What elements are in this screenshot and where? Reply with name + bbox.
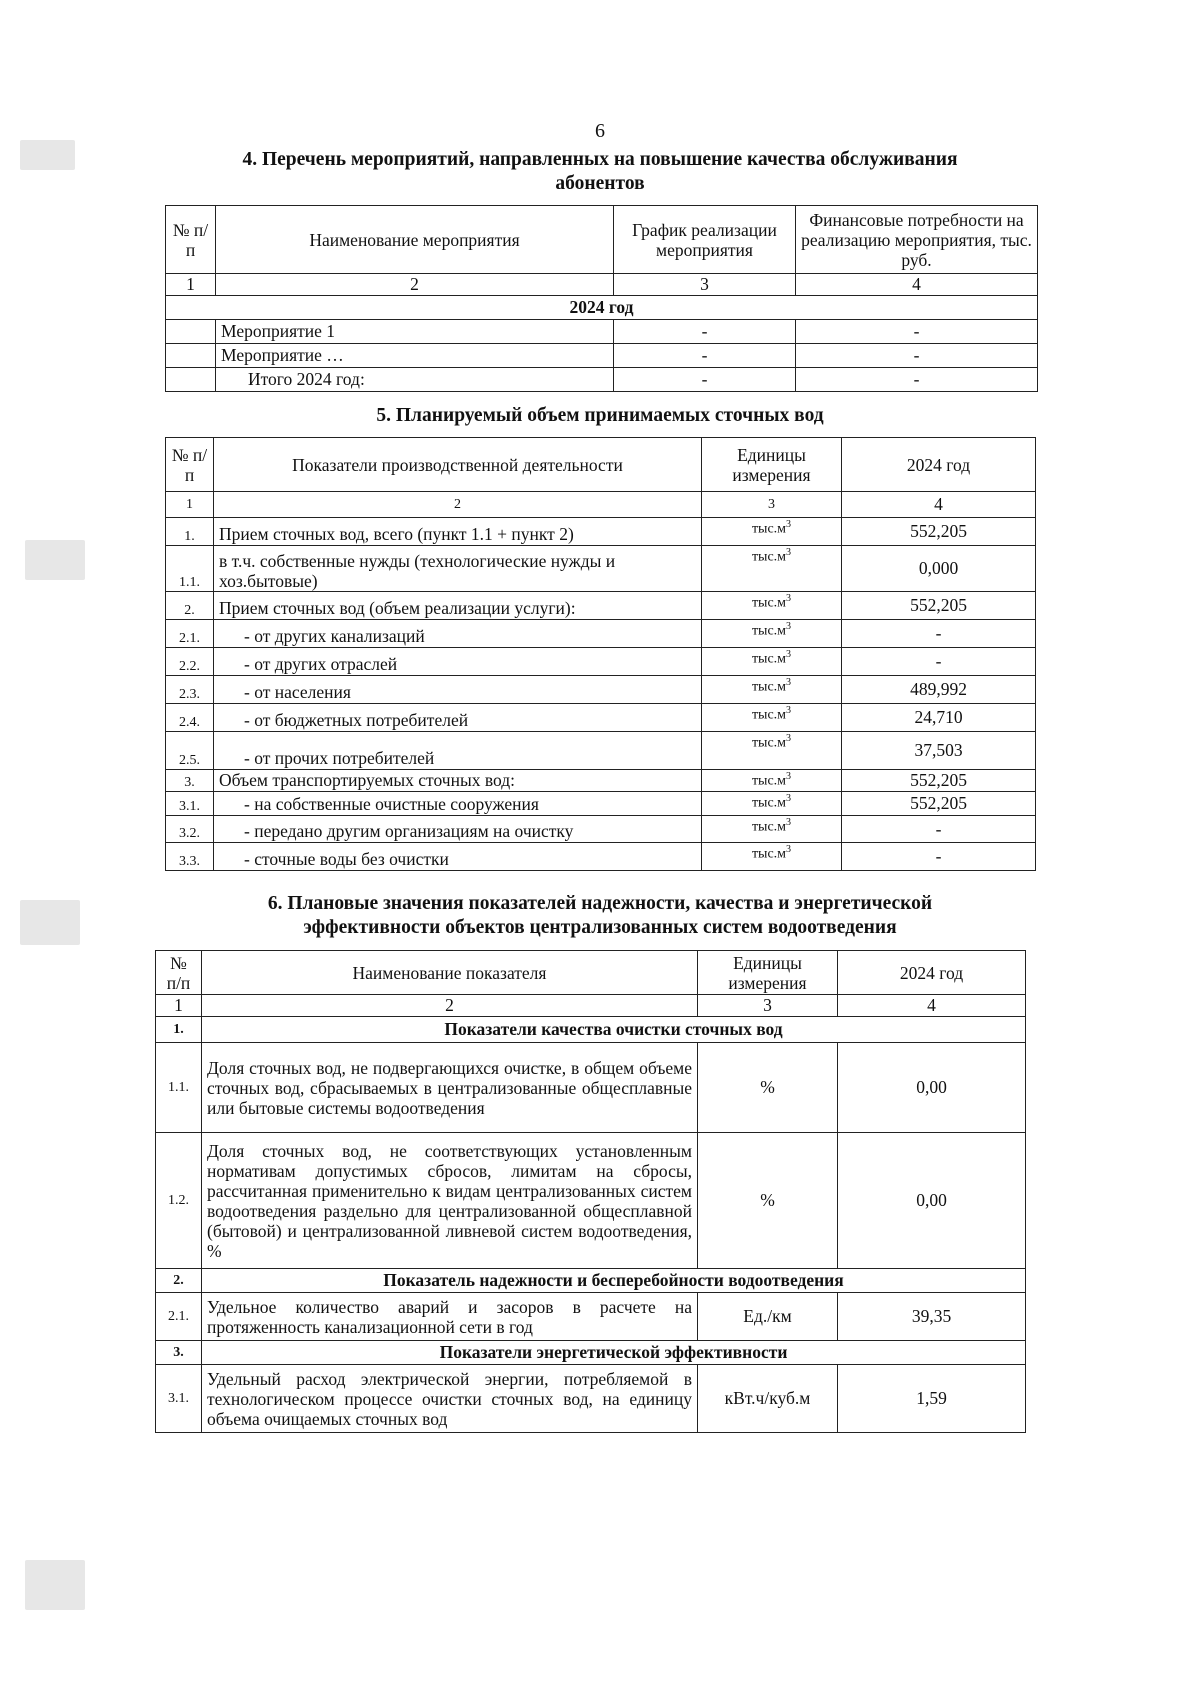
row-unit: $тыс.м^3$ (702, 792, 842, 816)
row-name: - сточные воды без очистки (214, 843, 702, 871)
row-value: 24,710 (842, 704, 1036, 732)
table-row (156, 1043, 1026, 1133)
table-row (166, 620, 1036, 648)
scan-artifact (25, 540, 85, 580)
section4-table (165, 205, 1038, 392)
row-value: 552,205 (842, 770, 1036, 792)
row-name: Доля сточных вод, не подвергающихся очистке, в общем объеме сточных вод, сбрасываемых в централизованные общесплавные или бытовые системы водоотведения (202, 1043, 698, 1133)
col-number: 3 (702, 492, 842, 518)
col-number: 3 (614, 274, 796, 296)
header-num: № п/п (166, 206, 216, 274)
row-name: Доля сточных вод, не соответствующих установленным нормативам допустимых сбросов, лимитам на сбросы, рассчитанная применительно к видам централизованных систем водоотведения раздельно для централизованной общесплавной (бытовой) и централизованной ливневой систем водоотведения, % (202, 1133, 698, 1269)
group-title: Показатель надежности и бесперебойности водоотведения (202, 1269, 1026, 1293)
table-row (166, 704, 1036, 732)
row-unit: % (698, 1043, 838, 1133)
row-name: - от бюджетных потребителей (214, 704, 702, 732)
row-value: 1,59 (838, 1365, 1026, 1433)
table-row (166, 732, 1036, 770)
col-number: 1 (166, 492, 214, 518)
row-num (166, 344, 216, 368)
row-name: Объем транспортируемых сточных вод: (214, 770, 702, 792)
row-finance: - (796, 368, 1038, 392)
row-name: - передано другим организациям на очистку (214, 816, 702, 843)
col-number: 3 (698, 995, 838, 1017)
row-schedule: - (614, 344, 796, 368)
row-unit: $тыс.м^3$ (702, 620, 842, 648)
group-num: 3. (156, 1341, 202, 1365)
row-unit: $тыс.м^3$ (702, 732, 842, 770)
col-number: 2 (216, 274, 614, 296)
row-unit: % (698, 1133, 838, 1269)
row-unit: $тыс.м^3$ (702, 816, 842, 843)
col-number: 4 (796, 274, 1038, 296)
row-schedule: - (614, 320, 796, 344)
row-num: 3.1. (166, 792, 214, 816)
row-num: 2.3. (166, 676, 214, 704)
row-num: 1.1. (166, 546, 214, 592)
row-num: 2.1. (156, 1293, 202, 1341)
section6-title-line2: эффективности объектов централизованных систем водоотведения (303, 917, 897, 938)
table-row (166, 344, 1038, 368)
row-unit: $тыс.м^3$ (702, 648, 842, 676)
section4-title-line1: 4. Перечень мероприятий, направленных на повышение качества обслуживания (242, 149, 958, 170)
header-num: № п/п (156, 951, 202, 995)
row-unit: $тыс.м^3$ (702, 676, 842, 704)
table-row (166, 816, 1036, 843)
row-value: 39,35 (838, 1293, 1026, 1341)
table-row (156, 1293, 1026, 1341)
section6-title (0, 892, 1200, 940)
header-unit: Единицы измерения (698, 951, 838, 995)
table-row (166, 770, 1036, 792)
row-value: 0,000 (842, 546, 1036, 592)
row-value: 552,205 (842, 518, 1036, 546)
row-value: - (842, 843, 1036, 871)
col-number: 4 (842, 492, 1036, 518)
row-num: 3.1. (156, 1365, 202, 1433)
row-num: 1.2. (156, 1133, 202, 1269)
row-unit: $тыс.м^3$ (702, 843, 842, 871)
row-unit: $тыс.м^3$ (702, 770, 842, 792)
row-value: - (842, 648, 1036, 676)
year-label: 2024 год (166, 296, 1038, 320)
row-finance: - (796, 344, 1038, 368)
section5-title: 5. Планируемый объем принимаемых сточных вод (376, 405, 824, 426)
group-num: 2. (156, 1269, 202, 1293)
row-num (166, 368, 216, 392)
row-name: Прием сточных вод, всего (пункт 1.1 + пункт 2) (214, 518, 702, 546)
row-name: в т.ч. собственные нужды (технологические нужды и хоз.бытовые) (214, 546, 702, 592)
table-row (156, 1133, 1026, 1269)
scan-artifact (25, 1560, 85, 1610)
row-name: - от населения (214, 676, 702, 704)
row-name: Удельный расход электрической энергии, потребляемой в технологическом процессе очистки сточных вод, на единицу объема очищаемых сточных вод (202, 1365, 698, 1433)
group-row (156, 1269, 1026, 1293)
group-title: Показатели качества очистки сточных вод (202, 1017, 1026, 1043)
row-value: 552,205 (842, 792, 1036, 816)
row-name: Прием сточных вод (объем реализации услуги): (214, 592, 702, 620)
row-name: Мероприятие … (216, 344, 614, 368)
table-row (166, 843, 1036, 871)
table-row (166, 592, 1036, 620)
row-value: 552,205 (842, 592, 1036, 620)
table-row (166, 648, 1036, 676)
row-unit: $тыс.м^3$ (702, 546, 842, 592)
row-value: 0,00 (838, 1043, 1026, 1133)
row-unit: $тыс.м^3$ (702, 518, 842, 546)
row-unit: $тыс.м^3$ (702, 704, 842, 732)
row-num: 1. (166, 518, 214, 546)
table-row (166, 320, 1038, 344)
section4-title-line2: абонентов (555, 173, 645, 194)
row-finance: - (796, 320, 1038, 344)
row-num: 2.1. (166, 620, 214, 648)
col-number: 1 (156, 995, 202, 1017)
table-row (166, 546, 1036, 592)
row-value: - (842, 620, 1036, 648)
table-row (166, 368, 1038, 392)
header-name: Наименование показателя (202, 951, 698, 995)
row-num: 1.1. (156, 1043, 202, 1133)
page-number: 6 (595, 120, 605, 142)
col-number: 2 (202, 995, 698, 1017)
row-name: - от других канализаций (214, 620, 702, 648)
row-name: Мероприятие 1 (216, 320, 614, 344)
row-num (166, 320, 216, 344)
row-name: - на собственные очистные сооружения (214, 792, 702, 816)
section4-title (0, 148, 1200, 196)
row-name: Удельное количество аварий и засоров в расчете на протяженность канализационной сети в год (202, 1293, 698, 1341)
header-num: № п/п (166, 438, 214, 492)
header-unit: Единицы измерения (702, 438, 842, 492)
row-value: 0,00 (838, 1133, 1026, 1269)
row-num: 2.2. (166, 648, 214, 676)
section6-title-line1: 6. Плановые значения показателей надежности, качества и энергетической (267, 893, 933, 914)
row-value: 489,992 (842, 676, 1036, 704)
row-num: 3.3. (166, 843, 214, 871)
row-num: 3. (166, 770, 214, 792)
header-finance: Финансовые потребности на реализацию мероприятия, тыс. руб. (796, 206, 1038, 274)
table-row (166, 676, 1036, 704)
section5-table (165, 437, 1036, 871)
row-unit: $тыс.м^3$ (702, 592, 842, 620)
table-row (166, 792, 1036, 816)
header-year: 2024 год (842, 438, 1036, 492)
row-num: 2.4. (166, 704, 214, 732)
group-row (156, 1341, 1026, 1365)
row-name: Итого 2024 год: (216, 368, 614, 392)
row-unit: Ед./км (698, 1293, 838, 1341)
col-number: 4 (838, 995, 1026, 1017)
group-title: Показатели энергетической эффективности (202, 1341, 1026, 1365)
row-unit: кВт.ч/куб.м (698, 1365, 838, 1433)
group-row (156, 1017, 1026, 1043)
row-name: - от других отраслей (214, 648, 702, 676)
row-num: 2. (166, 592, 214, 620)
row-num: 2.5. (166, 732, 214, 770)
row-name: - от прочих потребителей (214, 732, 702, 770)
header-name: Наименование мероприятия (216, 206, 614, 274)
row-value: - (842, 816, 1036, 843)
col-number: 2 (214, 492, 702, 518)
col-number: 1 (166, 274, 216, 296)
row-schedule: - (614, 368, 796, 392)
row-num: 3.2. (166, 816, 214, 843)
row-value: 37,503 (842, 732, 1036, 770)
group-num: 1. (156, 1017, 202, 1043)
table-row (156, 1365, 1026, 1433)
header-year: 2024 год (838, 951, 1026, 995)
table-row (166, 518, 1036, 546)
section6-table (155, 950, 1026, 1433)
header-indicator: Показатели производственной деятельности (214, 438, 702, 492)
header-schedule: График реализации мероприятия (614, 206, 796, 274)
